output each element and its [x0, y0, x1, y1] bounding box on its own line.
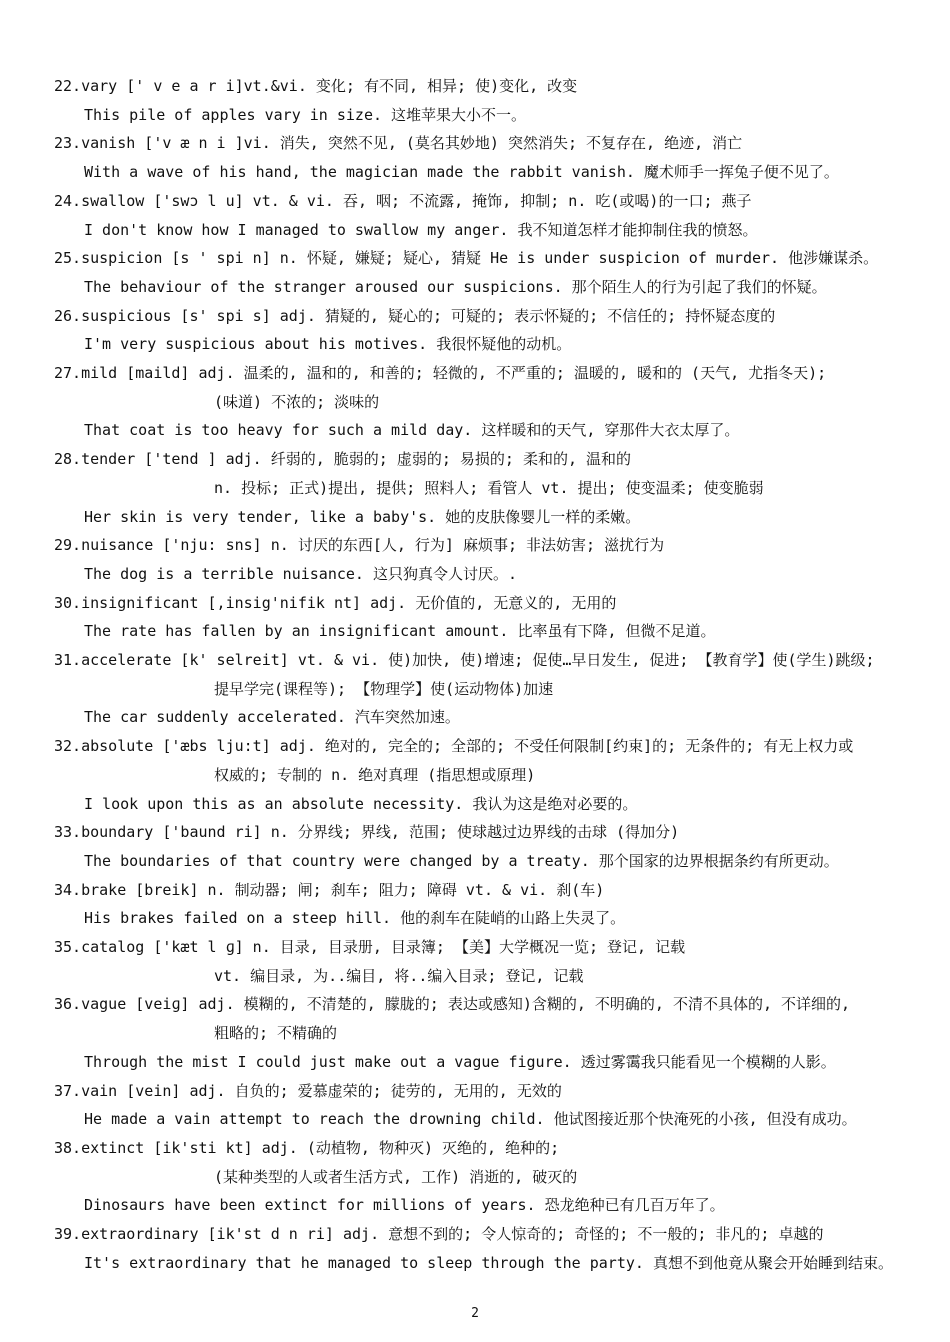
entry-definition-continuation: n. 投标; 正式)提出, 提供; 照料人; 看管人 vt. 提出; 使变温柔; 使变脆弱 — [214, 478, 764, 497]
entry-definition-continuation: (某种类型的人或者生活方式, 工作) 消逝的, 破灭的 — [214, 1167, 578, 1186]
entry-headword-line: 29.nuisance ['nju: sns] n. 讨厌的东西[人, 行为] 麻烦事; 非法妨害; 滋扰行为 — [54, 536, 665, 555]
entry-example-sentence: I'm very suspicious about his motives. 我很怀疑他的动机。 — [84, 335, 572, 354]
entry-example-sentence: I look upon this as an absolute necessity. 我认为这是绝对必要的。 — [84, 794, 638, 813]
entry-example-sentence: The behaviour of the stranger aroused our suspicions. 那个陌生人的行为引起了我们的怀疑。 — [84, 277, 827, 296]
entry-definition-continuation: 权威的; 专制的 n. 绝对真理 (指思想或原理) — [214, 765, 536, 784]
entry-example-sentence: The rate has fallen by an insignificant amount. 比率虽有下降, 但微不足道。 — [84, 622, 716, 641]
entry-example-sentence: Her skin is very tender, like a baby's. 她的皮肤像婴儿一样的柔嫩。 — [84, 507, 641, 526]
entry-headword-line: 39.extraordinary [ik'st d n ri] adj. 意想不到的; 令人惊奇的; 奇怪的; 不一般的; 非凡的; 卓越的 — [54, 1225, 824, 1243]
entry-example-sentence: With a wave of his hand, the magician made the rabbit vanish. 魔术师手一挥兔子便不见了。 — [84, 163, 839, 182]
entry-headword-line: 30.insignificant [,insig'nifik nt] adj. 无价值的, 无意义的, 无用的 — [54, 593, 617, 612]
entry-headword-line: 38.extinct [ik'sti kt] adj. (动植物, 物种灭) 灭绝的, 绝种的; — [54, 1138, 560, 1157]
entry-example-sentence: He made a vain attempt to reach the drowning child. 他试图接近那个快淹死的小孩, 但没有成功。 — [84, 1110, 857, 1129]
entry-example-sentence: That coat is too heavy for such a mild day. 这样暖和的天气, 穿那件大衣太厚了。 — [84, 421, 740, 440]
entry-headword-line: 24.swallow ['swɔ l u] vt. & vi. 吞, 咽; 不流露, 掩饰, 抑制; n. 吃(或喝)的一口; 燕子 — [54, 191, 752, 210]
entry-headword-line: 33.boundary ['baund ri] n. 分界线; 界线, 范围; 使球越过边界线的击球 (得加分) — [54, 823, 680, 842]
entry-headword-line: 28.tender ['tend ] adj. 纤弱的, 脆弱的; 虚弱的; 易损的; 柔和的, 温和的 — [54, 450, 632, 469]
entry-example-sentence: This pile of apples vary in size. 这堆苹果大小不一。 — [84, 105, 527, 124]
entry-headword-line: 37.vain [vein] adj. 自负的; 爱慕虚荣的; 徒劳的, 无用的, 无效的 — [54, 1081, 562, 1100]
entry-definition-continuation: vt. 编目录, 为..编目, 将..编入目录; 登记, 记载 — [214, 966, 584, 985]
entry-example-sentence: His brakes failed on a steep hill. 他的刹车在陡峭的山路上失灵了。 — [84, 909, 626, 928]
entry-headword-line: 32.absolute ['æbs lju:t] adj. 绝对的, 完全的; 全部的; 不受任何限制[约束]的; 无条件的; 有无上权力或 — [54, 737, 854, 756]
entry-headword-line: 22.vary [' v e a r i]vt.&vi. 变化; 有不同, 相异; 使)变化, 改变 — [54, 77, 578, 95]
entry-headword-line: 25.suspicion [s ' spi n] n. 怀疑, 嫌疑; 疑心, 猜疑 He is under suspicion of murder. 他涉嫌谋杀。 — [54, 249, 879, 268]
entry-example-sentence: It's extraordinary that he managed to sleep through the party. 真想不到他竟从聚会开始睡到结束。 — [84, 1253, 893, 1272]
entry-headword-line: 36.vague [veiɡ] adj. 模糊的, 不清楚的, 朦胧的; 表达或感知)含糊的, 不明确的, 不清不具体的, 不详细的, — [54, 995, 851, 1014]
entry-headword-line: 26.suspicious [s' spi s] adj. 猜疑的, 疑心的; 可疑的; 表示怀疑的; 不信任的; 持怀疑态度的 — [54, 306, 776, 325]
entry-example-sentence: Dinosaurs have been extinct for millions of years. 恐龙绝种已有几百万年了。 — [84, 1196, 725, 1215]
entry-definition-continuation: 粗略的; 不精确的 — [214, 1024, 338, 1043]
entry-example-sentence: I don't know how I managed to swallow my anger. 我不知道怎样才能抑制住我的愤怒。 — [84, 220, 758, 239]
entry-example-sentence: The boundaries of that country were changed by a treaty. 那个国家的边界根据条约有所更动。 — [84, 851, 839, 870]
entry-headword-line: 23.vanish ['v æ n i ]vi. 消失, 突然不见, (莫名其妙地) 突然消失; 不复存在, 绝迹, 消亡 — [54, 134, 743, 153]
entry-example-sentence: Through the mist I could just make out a vague figure. 透过雾霭我只能看见一个模糊的人影。 — [84, 1052, 836, 1071]
entry-headword-line: 34.brake [breik] n. 制动器; 闸; 刹车; 阻力; 障碍 vt. & vi. 刹(车) — [54, 880, 605, 899]
entry-definition-continuation: 提早学完(课程等); 【物理学】使(运动物体)加速 — [214, 679, 554, 698]
entry-example-sentence: The car suddenly accelerated. 汽车突然加速。 — [84, 708, 460, 727]
page-number: 2 — [471, 1306, 479, 1321]
entry-headword-line: 35.catalog ['kæt l ɡ] n. 目录, 目录册, 目录簿; 【美】大学概况一览; 登记, 记载 — [54, 938, 686, 956]
entry-example-sentence: The dog is a terrible nuisance. 这只狗真令人讨厌。. — [84, 564, 518, 583]
entry-headword-line: 27.mild [maild] adj. 温柔的, 温和的, 和善的; 轻微的, 不严重的; 温暖的, 暖和的 (天气, 尤指冬天); — [54, 364, 827, 382]
entry-headword-line: 31.accelerate [k' selreit] vt. & vi. 使)加快, 使)增速; 促使…早日发生, 促进; 【教育学】使(学生)跳级; — [54, 651, 875, 669]
entry-definition-continuation: (味道) 不浓的; 淡味的 — [214, 392, 380, 411]
